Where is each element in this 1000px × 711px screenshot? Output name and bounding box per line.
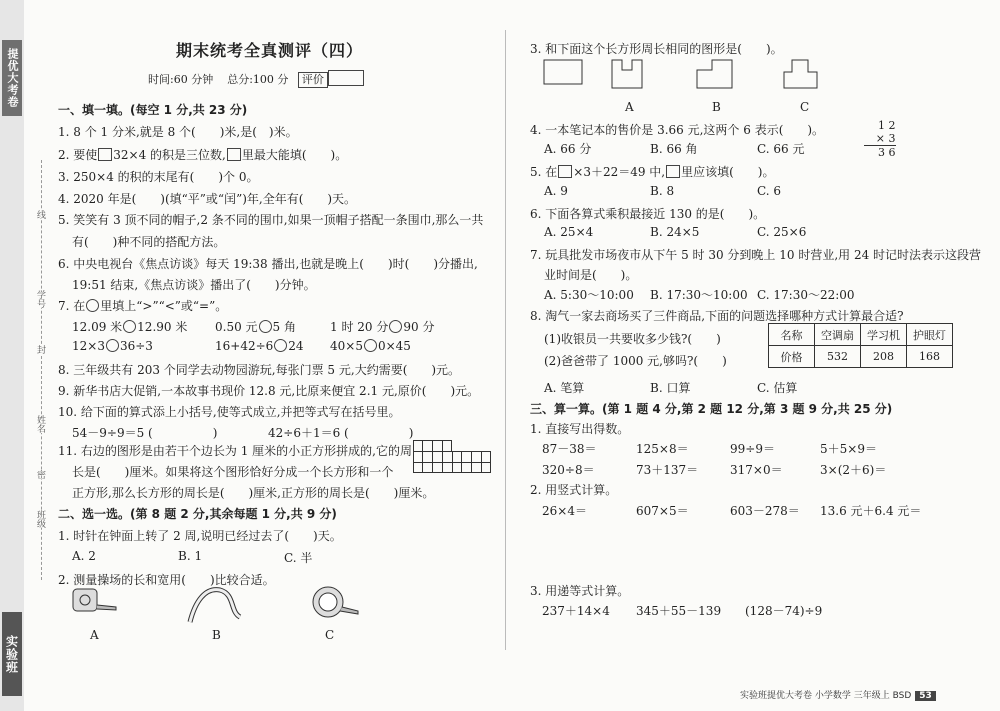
s1-q5-line1: 5. 笑笑有 3 顶不同的帽子,2 条不同的围巾,如果一顶帽子搭配一条围巾,那么一共 <box>58 213 484 227</box>
s2-q4-opt-c[interactable]: C. 66 元 <box>757 142 805 156</box>
s1-q4: 4. 2020 年是( )(填“平”或“闰”)年,全年有( )天。 <box>58 192 357 206</box>
s2-q7-opt-b[interactable]: B. 17:30～10:00 <box>650 288 748 302</box>
s1-q10: 10. 给下面的算式添上小括号,使等式成立,并把等式写在括号里。 <box>58 405 401 419</box>
calc-item: (128－74)÷9 <box>745 604 823 618</box>
student-number-label: 学号 <box>35 290 45 308</box>
table-cell: 208 <box>861 346 907 368</box>
s2-q5: 5. 在 ×3＋22＝49 中, 里应该填( )。 <box>530 165 775 179</box>
s2-q2-opt-a[interactable]: A <box>90 628 99 642</box>
table-row <box>769 346 953 368</box>
s1-q11-line2: 长是( )厘米。如果将这个图形恰好分成一个长方形和一个 <box>72 465 394 479</box>
s2-q4: 4. 一本笔记本的售价是 3.66 元,这两个 6 表示( )。 <box>530 123 825 137</box>
s1-q6-line2: 19:51 结束,《焦点访谈》播出了( )分钟。 <box>72 278 316 292</box>
page-number: 53 <box>915 691 936 701</box>
s3-p3: 3. 用递等式计算。 <box>530 584 630 598</box>
class-label: 班级 <box>35 510 45 528</box>
perimeter-shapes <box>542 58 842 100</box>
s1-q11-line1: 11. 右边的图形是由若干个边长为 1 厘米的小正方形拼成的,它的周 <box>58 444 412 458</box>
table-cell: 168 <box>907 346 953 368</box>
s1-q10-eq1: 54－9÷9＝5 ( ) <box>72 426 218 440</box>
calc-item: 603－278＝ <box>730 504 800 518</box>
calc-item: 237＋14×4 <box>542 604 610 618</box>
section-3-heading: 三、算一算。(第 1 题 4 分,第 2 题 12 分,第 3 题 9 分,共 25 分) <box>530 402 893 416</box>
table-cell: 空调扇 <box>815 324 861 346</box>
s2-q1-opt-b[interactable]: B. 1 <box>178 549 203 563</box>
s2-q5-opt-a[interactable]: A. 9 <box>544 184 568 198</box>
s2-q1-opt-c[interactable]: C. 半 <box>284 551 313 565</box>
compare-item: 12×3 36÷3 <box>72 339 153 353</box>
student-name-label: 姓名 <box>35 415 45 433</box>
s2-q3-opt-a[interactable]: A <box>625 100 634 114</box>
table-cell: 学习机 <box>861 324 907 346</box>
s2-q1-opt-a[interactable]: A. 2 <box>72 549 96 563</box>
table-cell: 名称 <box>769 324 815 346</box>
s2-q8-opt-c[interactable]: C. 估算 <box>757 381 798 395</box>
compare-item: 0.50 元 5 角 <box>215 320 296 334</box>
s2-q8-opt-b[interactable]: B. 口算 <box>650 381 691 395</box>
calc-item: 345＋55－139 <box>636 604 722 618</box>
tape-reel-icon <box>310 585 360 619</box>
s2-q3-opt-b[interactable]: B <box>712 100 721 114</box>
eval-label: 评价 <box>298 72 328 88</box>
brand-top-label: 提优大考卷 <box>2 40 22 116</box>
bind-mark-line: 线 <box>35 210 45 219</box>
eval-box[interactable] <box>328 70 364 86</box>
s1-q8: 8. 三年级共有 203 个同学去动物园游玩,每张门票 5 元,大约需要( )元。 <box>58 363 461 377</box>
brand-bottom-label: 实验班 <box>2 612 22 696</box>
s2-q6-opt-b[interactable]: B. 24×5 <box>650 225 700 239</box>
calc-item: 13.6 元＋6.4 元＝ <box>820 504 922 518</box>
s2-q6-opt-a[interactable]: A. 25×4 <box>544 225 594 239</box>
grid-figure <box>413 440 491 474</box>
exam-info <box>148 70 364 88</box>
s2-q7-opt-c[interactable]: C. 17:30～22:00 <box>757 288 855 302</box>
s2-q5-opt-b[interactable]: B. 8 <box>650 184 675 198</box>
table-cell: 护眼灯 <box>907 324 953 346</box>
compare-circle[interactable] <box>123 320 136 333</box>
s2-q7-line2: 业时间是( )。 <box>544 268 638 282</box>
calc-item: 125×8＝ <box>636 442 689 456</box>
bind-mark-seal: 封 <box>35 345 45 354</box>
score-label: 总分:100 分 <box>227 73 289 86</box>
s2-q1: 1. 时针在钟面上转了 2 周,说明已经过去了( )天。 <box>58 529 342 543</box>
table-cell: 532 <box>815 346 861 368</box>
s1-q5-line2: 有( )种不同的搭配方法。 <box>72 235 226 249</box>
s2-q3: 3. 和下面这个长方形周长相同的图形是( )。 <box>530 42 783 56</box>
calc-item: 73＋137＝ <box>636 463 699 477</box>
s1-q6-line1: 6. 中央电视台《焦点访谈》每天 19:38 播出,也就是晚上( )时( )分播出, <box>58 257 478 271</box>
calc-item: 607×5＝ <box>636 504 689 518</box>
blank-box[interactable] <box>558 165 572 178</box>
s2-q2-opt-c[interactable]: C <box>325 628 335 642</box>
s2-q7-opt-a[interactable]: A. 5:30～10:00 <box>544 288 634 302</box>
calc-item: 5＋5×9＝ <box>820 442 877 456</box>
s1-q10-eq2: 42÷6＋1＝6 ( ) <box>268 426 414 440</box>
blank-box[interactable] <box>227 148 241 161</box>
calc-item: 87－38＝ <box>542 442 597 456</box>
shape-c <box>784 60 817 88</box>
s2-q2-opt-b[interactable]: B <box>212 628 221 642</box>
compare-circle[interactable] <box>259 320 272 333</box>
footer <box>740 688 936 701</box>
calc-item: 317×0＝ <box>730 463 783 477</box>
vertical-multiplication: 1 2 × 3 3 6 <box>864 119 896 159</box>
s2-q3-opt-c[interactable]: C <box>800 100 810 114</box>
tape-measure-icon <box>70 585 120 617</box>
s1-q2: 2. 要使 32×4 的积是三位数, 里最大能填( )。 <box>58 148 348 162</box>
column-divider <box>505 30 506 650</box>
binding-strip <box>0 0 24 711</box>
soft-ruler-icon <box>185 582 245 626</box>
compare-circle[interactable] <box>274 339 287 352</box>
s1-q1: 1. 8 个 1 分米,就是 8 个( )米,是( )米。 <box>58 125 298 139</box>
s1-q11-line3: 正方形,那么长方形的周长是( )厘米,正方形的周长是( )厘米。 <box>72 486 435 500</box>
s2-q6: 6. 下面各算式乘积最接近 130 的是( )。 <box>530 207 766 221</box>
footer-text: 实验班提优大考卷 小学数学 三年级上 BSD <box>740 691 912 701</box>
calc-item: 99÷9＝ <box>730 442 775 456</box>
table-row <box>769 324 953 346</box>
compare-item: 1 时 20 分 90 分 <box>330 320 435 334</box>
compare-circle[interactable] <box>389 320 402 333</box>
s1-q9: 9. 新华书店大促销,一本故事书现价 12.8 元,比原来便宜 2.1 元,原价( )元。 <box>58 384 480 398</box>
shape-a <box>612 60 642 88</box>
reference-rectangle <box>544 60 582 84</box>
s2-q8-sub2: (2)爸爸带了 1000 元,够吗?( ) <box>544 354 727 368</box>
s1-q3: 3. 250×4 的积的末尾有( )个 0。 <box>58 170 259 184</box>
price-table <box>768 323 953 368</box>
s3-p2: 2. 用竖式计算。 <box>530 483 618 497</box>
student-info-fields <box>30 160 52 580</box>
s2-q8-sub1: (1)收银员一共要收多少钱?( ) <box>544 332 721 346</box>
s2-q5-opt-c[interactable]: C. 6 <box>757 184 782 198</box>
s2-q7-line1: 7. 玩具批发市场夜市从下午 5 时 30 分到晚上 10 时营业,用 24 时记时法表示这段营 <box>530 248 982 262</box>
table-cell: 价格 <box>769 346 815 368</box>
page-title: 期末统考全真测评（四） <box>176 41 364 60</box>
blank-box[interactable] <box>666 165 680 178</box>
calc-item: 320÷8＝ <box>542 463 595 477</box>
calc-item: 26×4＝ <box>542 504 587 518</box>
shape-b <box>697 60 732 88</box>
s3-p1: 1. 直接写出得数。 <box>530 422 630 436</box>
calc-item: 3×(2＋6)＝ <box>820 463 887 477</box>
section-2-heading: 二、选一选。(第 8 题 2 分,其余每题 1 分,共 9 分) <box>58 507 337 521</box>
compare-item: 40×5 0×45 <box>330 339 411 353</box>
compare-circle[interactable] <box>364 339 377 352</box>
time-label: 时间:60 分钟 <box>148 73 214 86</box>
compare-circle[interactable] <box>106 339 119 352</box>
s2-q6-opt-c[interactable]: C. 25×6 <box>757 225 807 239</box>
section-1-heading: 一、填一填。(每空 1 分,共 23 分) <box>58 103 248 117</box>
blank-box[interactable] <box>98 148 112 161</box>
s2-q8: 8. 淘气一家去商场买了三件商品,下面的问题选择哪种方式计算最合适? <box>530 309 904 323</box>
compare-item: 16+42÷6 24 <box>215 339 304 353</box>
s1-q7: 7. 在 里填上“>”“<”或“=”。 <box>58 299 228 313</box>
compare-item: 12.09 米 12.90 米 <box>72 320 188 334</box>
s2-q4-opt-a[interactable]: A. 66 分 <box>544 142 592 156</box>
s2-q4-opt-b[interactable]: B. 66 角 <box>650 142 698 156</box>
s2-q2: 2. 测量操场的长和宽用( )比较合适。 <box>58 573 275 587</box>
compare-circle[interactable] <box>86 299 99 312</box>
bind-mark-secret: 密 <box>35 470 45 479</box>
s2-q8-opt-a[interactable]: A. 笔算 <box>544 381 585 395</box>
